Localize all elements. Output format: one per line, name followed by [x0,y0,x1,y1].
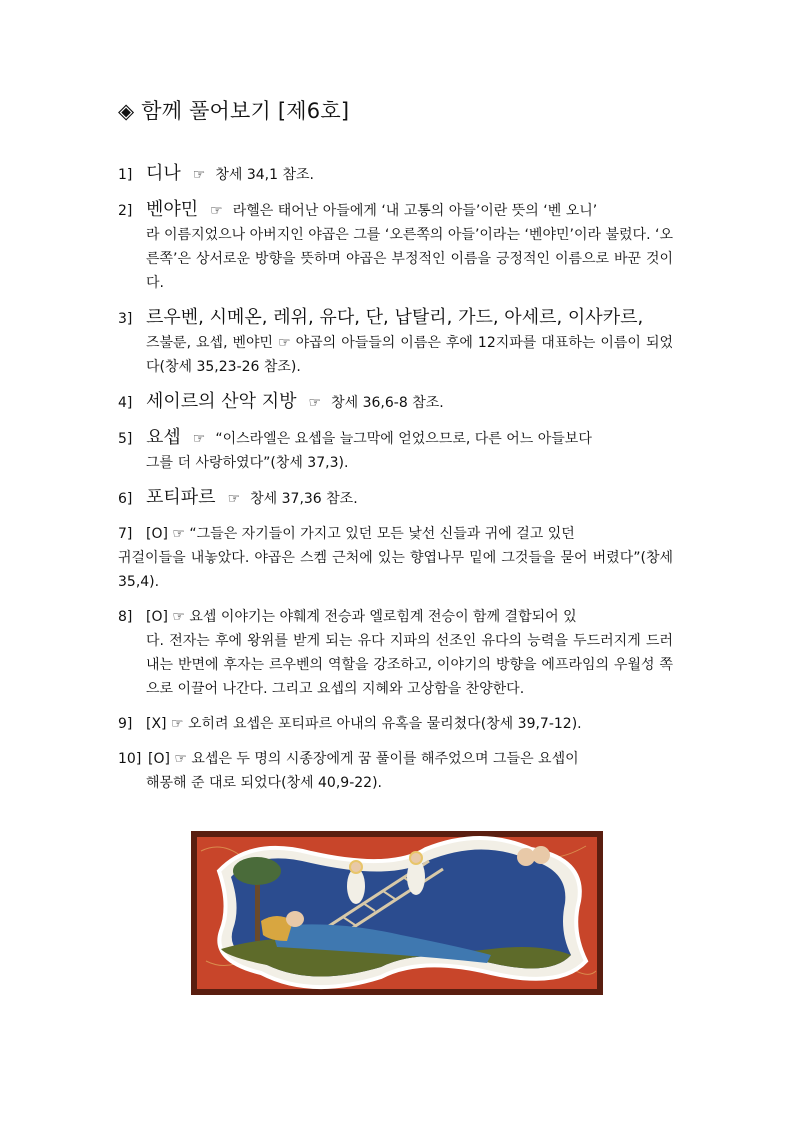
item-number: 3] [118,311,133,327]
item-number: 5] [118,431,133,447]
pointing-hand-icon: ☞ [308,395,322,411]
item-term: 디나 [146,163,181,184]
list-item [118,605,673,701]
item-number: 4] [118,395,133,411]
item-text: [X] ☞ 오히려 요셉은 포티파르 아내의 유혹을 물리쳤다(창세 39,7-12). [146,716,582,732]
list-item [118,306,673,379]
list-item [118,712,673,736]
item-text: [O] ☞ “그들은 자기들이 가지고 있던 모든 낯선 신들과 귀에 걸고 있던 [146,526,575,542]
item-text: 창세 36,6-8 참조. [331,395,444,411]
jacob-ladder-illustration [191,831,603,995]
list-item [118,747,673,795]
list-item [118,162,673,187]
item-continuation: 즈불룬, 요셉, 벤야민 ☞ 야곱의 아들들의 이름은 후에 12지파를 대표하는 이름이 되었다(창세 35,23-26 참조). [146,335,673,375]
item-number: 6] [118,491,133,507]
item-continuation: 해몽해 준 대로 되었다(창세 40,9-22). [146,775,382,791]
page-title: ◈ 함께 풀어보기 [제6호] [118,99,350,123]
pointing-hand-icon: ☞ [227,491,241,507]
pointing-hand-icon: ☞ [210,203,223,219]
item-number: 2] [118,203,133,219]
item-continuation: 다. 전자는 후에 왕위를 받게 되는 유다 지파의 선조인 유다의 능력을 두드러지게 드러내는 반면에 후자는 르우벤의 역할을 강조하고, 이야기의 방향을 에프라임의 우월성 쪽으로 이끌어 나간다. 그리고 요셉의 지혜와 고상함을 찬양한다. [146,633,673,697]
item-number: 9] [118,716,133,732]
item-term: 요셉 [146,427,181,448]
pointing-hand-icon: ☞ [192,431,206,447]
item-continuation: 그를 더 사랑하였다”(창세 37,3). [146,455,349,471]
answer-list [118,162,673,806]
item-text: [O] ☞ 요셉은 두 명의 시종장에게 꿈 풀이를 해주었으며 그들은 요셉이 [148,751,579,767]
pointing-hand-icon: ☞ [192,167,206,183]
item-text: “이스라엘은 요셉을 늘그막에 얻었으므로, 다른 어느 아들보다 [215,431,592,447]
list-item [118,426,673,475]
item-number: 1] [118,167,133,183]
item-term: 포티파르 [146,487,216,508]
item-term: 세이르의 산악 지방 [146,391,297,412]
item-number: 10] [118,751,142,767]
item-term: 르우벤, 시메온, 레위, 유다, 단, 납탈리, 가드, 아세르, 이사카르, [146,307,644,328]
item-continuation: 귀걸이들을 내놓았다. 야곱은 스켐 근처에 있는 향엽나무 밑에 그것들을 묻어 버렸다”(창세 35,4). [118,550,673,590]
item-text: 창세 37,36 참조. [250,491,358,507]
item-continuation: 라 이름지었으나 아버지인 야곱은 그를 ‘오른쪽의 아들’이라는 ‘벤야민’이라 불렀다. ‘오른쪽’은 상서로운 방향을 뜻하며 야곱은 부정적인 이름을 긍정적인 이름으로 바꾼 것이다. [146,227,673,291]
item-text: 라헬은 태어난 아들에게 ‘내 고통의 아들’이란 뜻의 ‘벤 오니’ [232,203,598,219]
item-number: 8] [118,609,133,625]
list-item [118,522,673,594]
item-term: 벤야민 [146,199,199,220]
list-item [118,198,673,295]
list-item [118,390,673,415]
item-text: 창세 34,1 참조. [215,167,314,183]
item-number: 7] [118,526,133,542]
list-item [118,486,673,511]
item-text: [O] ☞ 요셉 이야기는 야훼계 전승과 엘로힘계 전승이 함께 결합되어 있 [146,609,577,625]
